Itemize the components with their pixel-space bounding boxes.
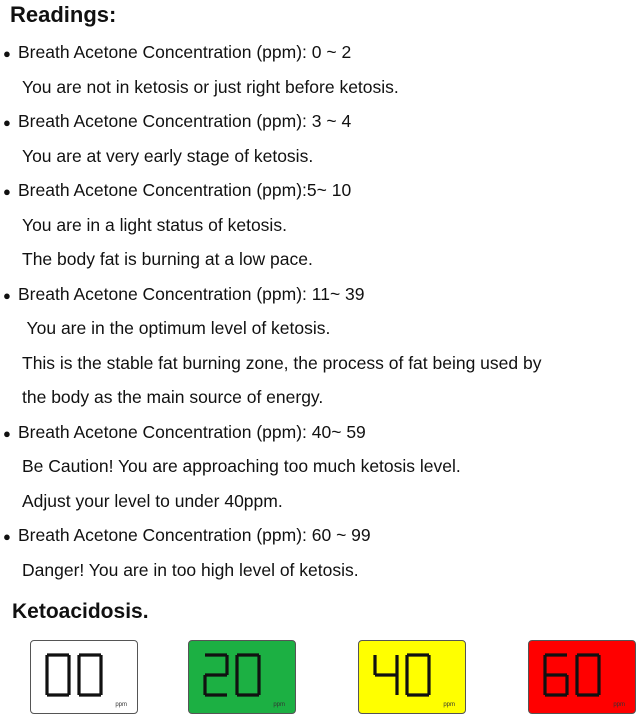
reading-desc: You are at very early stage of ketosis. bbox=[22, 146, 314, 166]
meter-display bbox=[528, 640, 636, 714]
bullet-icon: ● bbox=[3, 529, 11, 544]
meter-unit: ppm bbox=[115, 702, 127, 708]
reading-range: Breath Acetone Concentration (ppm): 40~ 59 bbox=[18, 422, 366, 442]
reading-desc: Be Caution! You are approaching too much ketosis level. bbox=[22, 456, 461, 476]
meter-unit: ppm bbox=[613, 702, 625, 708]
reading-range: Breath Acetone Concentration (ppm):5~ 10 bbox=[18, 180, 352, 200]
bullet-icon: ● bbox=[3, 46, 11, 61]
meter-unit: ppm bbox=[443, 702, 455, 708]
bullet-icon: ● bbox=[3, 184, 11, 199]
bullet-icon: ● bbox=[3, 288, 11, 303]
reading-desc: You are in the optimum level of ketosis. bbox=[22, 318, 331, 338]
reading-range: Breath Acetone Concentration (ppm): 3 ~ 4 bbox=[18, 111, 352, 131]
reading-desc: the body as the main source of energy. bbox=[22, 387, 324, 407]
reading-desc: The body fat is burning at a low pace. bbox=[22, 249, 313, 269]
readings-title: Readings: bbox=[10, 2, 117, 27]
reading-range: Breath Acetone Concentration (ppm): 60 ~ 99 bbox=[18, 525, 371, 545]
bullet-icon: ● bbox=[3, 426, 11, 441]
meter-unit: ppm bbox=[273, 702, 285, 708]
ketoacidosis-title: Ketoacidosis. bbox=[12, 600, 149, 623]
meter-display bbox=[358, 640, 466, 714]
reading-range: Breath Acetone Concentration (ppm): 11~ 39 bbox=[18, 284, 365, 304]
reading-desc: Danger! You are in too high level of ketosis. bbox=[22, 560, 359, 580]
meter-display bbox=[30, 640, 138, 714]
meter-display bbox=[188, 640, 296, 714]
reading-desc: This is the stable fat burning zone, the process of fat being used by bbox=[22, 353, 542, 373]
reading-desc: Adjust your level to under 40ppm. bbox=[22, 491, 283, 511]
bullet-icon: ● bbox=[3, 115, 11, 130]
reading-desc: You are in a light status of ketosis. bbox=[22, 215, 287, 235]
reading-desc: You are not in ketosis or just right before ketosis. bbox=[22, 77, 399, 97]
reading-range: Breath Acetone Concentration (ppm): 0 ~ 2 bbox=[18, 42, 352, 62]
